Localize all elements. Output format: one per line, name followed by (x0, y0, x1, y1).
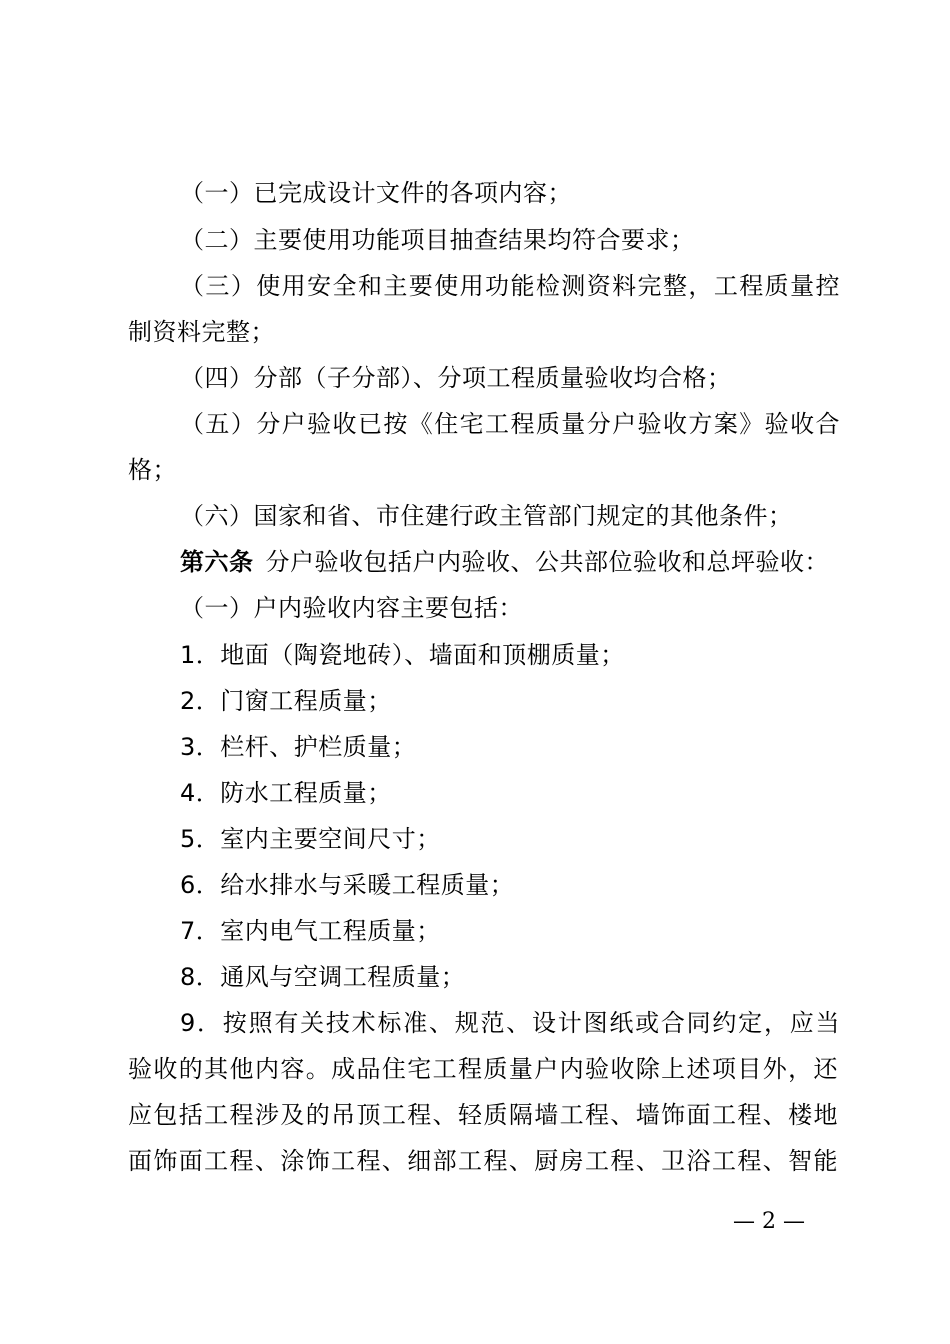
list-item: 7．室内电气工程质量； (180, 917, 441, 945)
paragraph-line: （一）已完成设计文件的各项内容； (180, 179, 572, 207)
list-item: 2．门窗工程质量； (180, 687, 392, 715)
list-item: 9．按照有关技术标准、规范、设计图纸或合同约定，应当 (180, 1009, 840, 1037)
paragraph-line: 应包括工程涉及的吊顶工程、轻质隔墙工程、墙饰面工程、楼地 (128, 1101, 838, 1129)
list-item: 1．地面（陶瓷地砖）、墙面和顶棚质量； (180, 641, 625, 669)
paragraph-line: （三）使用安全和主要使用功能检测资料完整，工程质量控 (180, 272, 840, 300)
paragraph-line: （一）户内验收内容主要包括： (180, 594, 523, 622)
paragraph-line: 格； (128, 456, 177, 484)
article-label: 第六条 (180, 548, 254, 576)
paragraph-line: （四）分部（子分部）、分项工程质量验收均合格； (180, 364, 732, 392)
page-number: — 2 — (733, 1209, 805, 1234)
list-item: 5．室内主要空间尺寸； (180, 825, 441, 853)
article-line (180, 547, 840, 577)
paragraph-line: 制资料完整； (128, 318, 275, 346)
paragraph-line: （六）国家和省、市住建行政主管部门规定的其他条件； (180, 502, 793, 530)
paragraph-line: 验收的其他内容。成品住宅工程质量户内验收除上述项目外，还 (128, 1055, 838, 1083)
list-item: 8．通风与空调工程质量； (180, 963, 466, 991)
paragraph-line: （二）主要使用功能项目抽查结果均符合要求； (180, 226, 695, 254)
paragraph-line: 面饰面工程、涂饰工程、细部工程、厨房工程、卫浴工程、智能 (128, 1147, 838, 1175)
article-text: 分户验收包括户内验收、公共部位验收和总坪验收： (265, 548, 829, 576)
list-item: 6．给水排水与采暖工程质量； (180, 871, 515, 899)
list-item: 4．防水工程质量； (180, 779, 392, 807)
paragraph-line: （五）分户验收已按《住宅工程质量分户验收方案》验收合 (180, 410, 840, 438)
list-item: 3．栏杆、护栏质量； (180, 733, 417, 761)
